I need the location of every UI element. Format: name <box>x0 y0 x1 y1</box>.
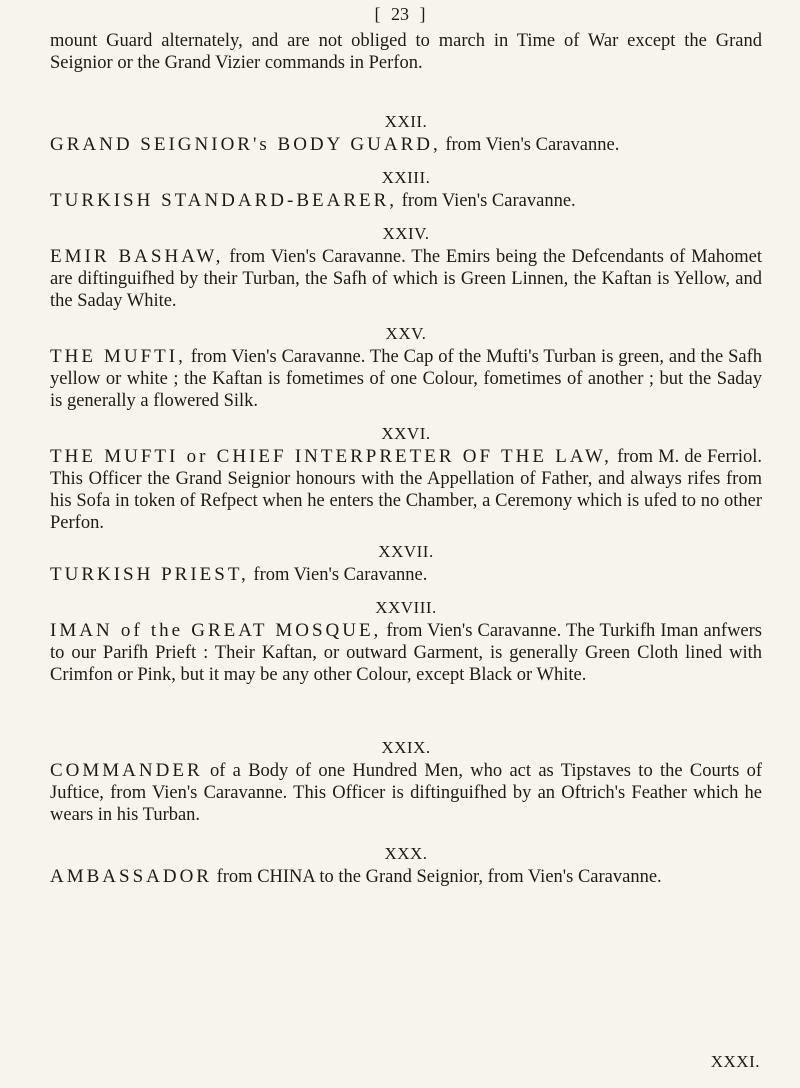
entry-heading: TURKISH STANDARD-BEARER, <box>50 190 398 211</box>
entry-body <box>50 134 762 156</box>
intro-paragraph: mount Guard alternately, and are not obliged to march in Time of War except the Grand Seignior or the Grand Vizier commands in Perfon. <box>50 31 762 73</box>
entry-xxvii <box>50 540 762 586</box>
entry-text: from Vien's Caravanne. The Cap of the Mufti's Turban is green, and the Safh yellow or white ; the Kaftan is fometimes of one Colour, fometimes of another ; but the Saday is generally a flowered Silk. <box>50 347 762 411</box>
entry-xxiii <box>50 166 762 212</box>
entry-xxvi <box>50 422 762 534</box>
entry-numeral: XXVII. <box>378 542 434 561</box>
entry-body <box>50 190 762 212</box>
entry-text: from Vien's Caravanne. <box>397 191 576 211</box>
entry-body <box>50 446 762 534</box>
entry-heading: COMMANDER <box>50 760 203 781</box>
entry-heading: IMAN of the GREAT MOSQUE, <box>50 620 382 641</box>
entry-body <box>50 620 762 686</box>
entry-text: from Vien's Caravanne. The Emirs being the Defcendants of Mahomet are diftinguifhed by their Turban, the Safh of which is Green Linnen, the Kaftan is Yellow, and the Saday White. <box>50 247 762 311</box>
entry-body <box>50 346 762 412</box>
entry-body <box>50 246 762 312</box>
entry-numeral: XXIX. <box>381 738 431 757</box>
page-number: [ 23 ] <box>374 4 426 24</box>
entry-heading: THE MUFTI, <box>50 346 186 367</box>
entry-xxiv <box>50 222 762 312</box>
entry-numeral: XXV. <box>385 324 427 343</box>
entry-text: from CHINA to the Grand Seignior, from Vien's Caravanne. <box>211 867 662 887</box>
entry-heading: EMIR BASHAW, <box>50 246 224 267</box>
entry-numeral: XXIV. <box>382 224 430 243</box>
entry-numeral: XXX. <box>384 844 428 863</box>
entry-heading: TURKISH PRIEST, <box>50 564 249 585</box>
entry-heading: THE MUFTI or CHIEF INTERPRETER OF THE LAW, <box>50 446 612 467</box>
entry-text: from Vien's Caravanne. The Turkifh Iman anfwers to our Parifh Prieft : Their Kaftan, or outward Garment, is generally Green Cloth lined with Crimfon or Pink, but it may be any other Colour, except Black or White. <box>50 621 762 685</box>
entry-numeral: XXIII. <box>381 168 431 187</box>
entry-text: from Vien's Caravanne. <box>248 565 428 585</box>
entry-body <box>50 866 762 888</box>
entry-xxx <box>50 842 762 888</box>
entry-xxii <box>50 110 762 156</box>
entry-text: from Vien's Caravanne. <box>440 135 620 155</box>
catchword: XXXI. <box>710 1052 760 1071</box>
entry-numeral: XXVIII. <box>375 598 437 617</box>
entry-numeral: XXII. <box>384 112 428 131</box>
entry-numeral: XXVI. <box>381 424 431 443</box>
entry-heading: GRAND SEIGNIOR's BODY GUARD, <box>50 134 441 155</box>
entry-text: of a Body of one Hundred Men, who act as Tipstaves to the Courts of Juftice, from Vien's Caravanne. This Officer is diftinguifhed by an Oftrich's Feather which he wears in his Turban. <box>50 761 762 825</box>
entry-xxix <box>50 736 762 826</box>
entry-xxv <box>50 322 762 412</box>
entry-body <box>50 564 762 586</box>
entry-body <box>50 760 762 826</box>
entry-text: from M. de Ferriol. This Officer the Grand Seignior honours with the Appellation of Father, and always rifes from his Sofa in token of Refpect when he enters the Chamber, a Ceremony which is ufed to no other Perfon. <box>50 447 762 533</box>
entry-heading: AMBASSADOR <box>50 866 212 887</box>
entry-xxviii <box>50 596 762 686</box>
